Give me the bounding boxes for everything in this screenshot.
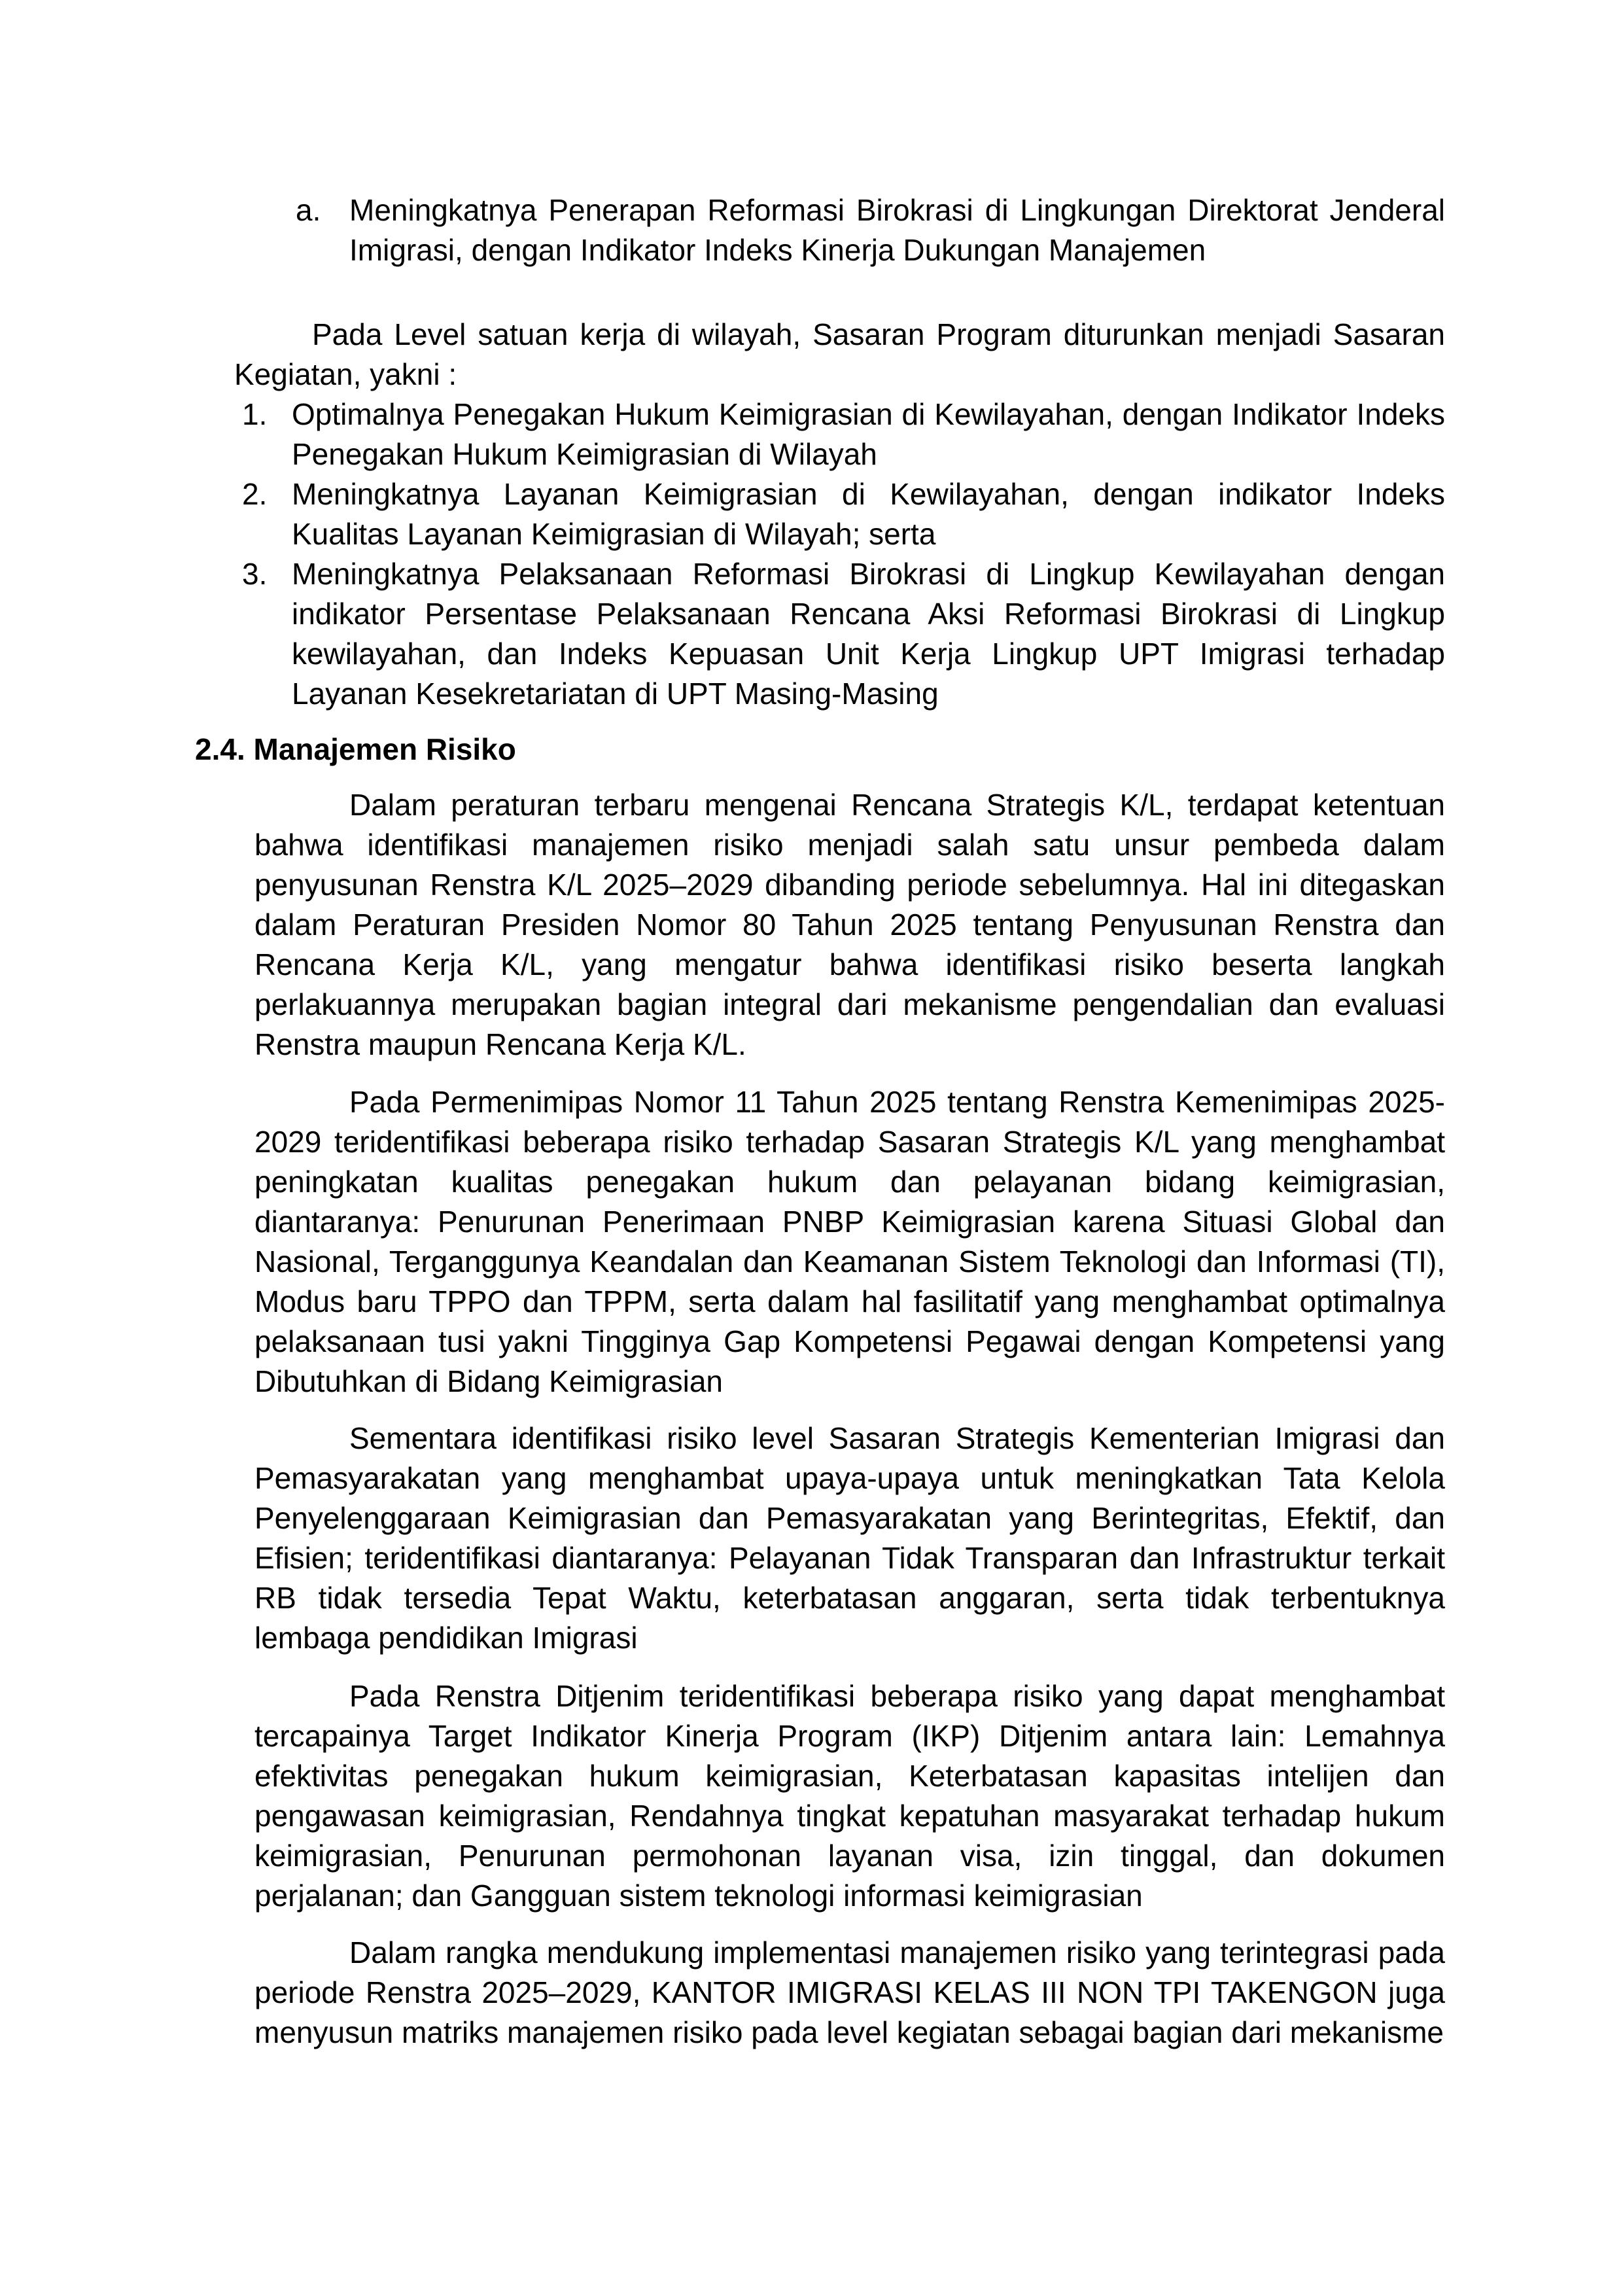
body-paragraph: Sementara identifikasi risiko level Sasaran Strategis Kementerian Imigrasi dan Pemasyarakatan yang menghambat upaya-upaya untuk meningkatkan Tata Kelola Penyelenggaraan Keimigrasian dan Pemasyarakatan yang Berintegritas, Efektif, dan Efisien; teridentifikasi diantaranya: Pelayanan Tidak Transparan dan Infrastruktur terkait RB tidak tersedia Tepat Waktu, keterbatasan anggaran, serta tidak terbentuknya lembaga pendidikan Imigrasi xyxy=(254,1421,1445,1655)
list-item-text: Meningkatnya Layanan Keimigrasian di Kewilayahan, dengan indikator Indeks Kualitas Layanan Keimigrasian di Wilayah; serta xyxy=(292,477,1445,551)
list-number: 3. xyxy=(242,557,268,591)
list-marker: a. xyxy=(296,193,321,227)
numbered-list xyxy=(234,395,1445,714)
list-item xyxy=(234,554,1445,714)
list-item-text: Optimalnya Penegakan Hukum Keimigrasian di Kewilayahan, dengan Indikator Indeks Penegakan Hukum Keimigrasian di Wilayah xyxy=(292,397,1445,471)
body-paragraph: Dalam rangka mendukung implementasi manajemen risiko yang terintegrasi pada periode Renstra 2025–2029, KANTOR IMIGRASI KELAS III NON TPI TAKENGON juga menyusun matriks manajemen risiko pada level kegiatan sebagai bagian dari mekanisme xyxy=(254,1935,1445,2049)
body-paragraph: Dalam peraturan terbaru mengenai Rencana Strategis K/L, terdapat ketentuan bahwa identifikasi manajemen risiko menjadi salah satu unsur pembeda dalam penyusunan Renstra K/L 2025–2029 dibanding periode sebelumnya. Hal ini ditegaskan dalam Peraturan Presiden Nomor 80 Tahun 2025 tentang Penyusunan Renstra dan Rencana Kerja K/L, yang mengatur bahwa identifikasi risiko beserta langkah perlakuannya merupakan bagian integral dari mekanisme pengendalian dan evaluasi Renstra maupun Rencana Kerja K/L. xyxy=(254,788,1445,1061)
list-item-text: Meningkatnya Penerapan Reformasi Birokrasi di Lingkungan Direktorat Jenderal Imigrasi, dengan Indikator Indeks Kinerja Dukungan Manajemen xyxy=(349,193,1445,267)
section-heading: 2.4. Manajemen Risiko xyxy=(195,732,516,766)
body-paragraph: Pada Renstra Ditjenim teridentifikasi beberapa risiko yang dapat menghambat tercapainya Target Indikator Kinerja Program (IKP) Ditjenim antara lain: Lemahnya efektivitas penegakan hukum keimigrasian, Keterbatasan kapasitas intelijen dan pengawasan keimigrasian, Rendahnya tingkat kepatuhan masyarakat terhadap hukum keimigrasian, Penurunan permohonan layanan visa, izin tinggal, dan dokumen perjalanan; dan Gangguan sistem teknologi informasi keimigrasian xyxy=(254,1679,1445,1913)
list-item xyxy=(234,395,1445,474)
lettered-list-item xyxy=(296,190,1445,270)
list-item-text: Meningkatnya Pelaksanaan Reformasi Birokrasi di Lingkup Kewilayahan dengan indikator Persentase Pelaksanaan Rencana Aksi Reformasi Birokrasi di Lingkup kewilayahan, dan Indeks Kepuasan Unit Kerja Lingkup UPT Imigrasi terhadap Layanan Kesekretariatan di UPT Masing-Masing xyxy=(292,557,1445,711)
list-number: 2. xyxy=(242,477,268,511)
body-paragraph: Pada Permenimipas Nomor 11 Tahun 2025 tentang Renstra Kemenimipas 2025-2029 teridentifikasi beberapa risiko terhadap Sasaran Strategis K/L yang menghambat peningkatan kualitas penegakan hukum dan pelayanan bidang keimigrasian, diantaranya: Penurunan Penerimaan PNBP Keimigrasian karena Situasi Global dan Nasional, Terganggunya Keandalan dan Keamanan Sistem Teknologi dan Informasi (TI), Modus baru TPPO dan TPPM, serta dalam hal fasilitatif yang menghambat optimalnya pelaksanaan tusi yakni Tingginya Gap Kompetensi Pegawai dengan Kompetensi yang Dibutuhkan di Bidang Keimigrasian xyxy=(254,1085,1445,1398)
list-number: 1. xyxy=(242,397,268,431)
list-item xyxy=(234,474,1445,554)
intro-paragraph: Pada Level satuan kerja di wilayah, Sasaran Program diturunkan menjadi Sasaran Kegiatan, yakni : xyxy=(234,317,1445,391)
